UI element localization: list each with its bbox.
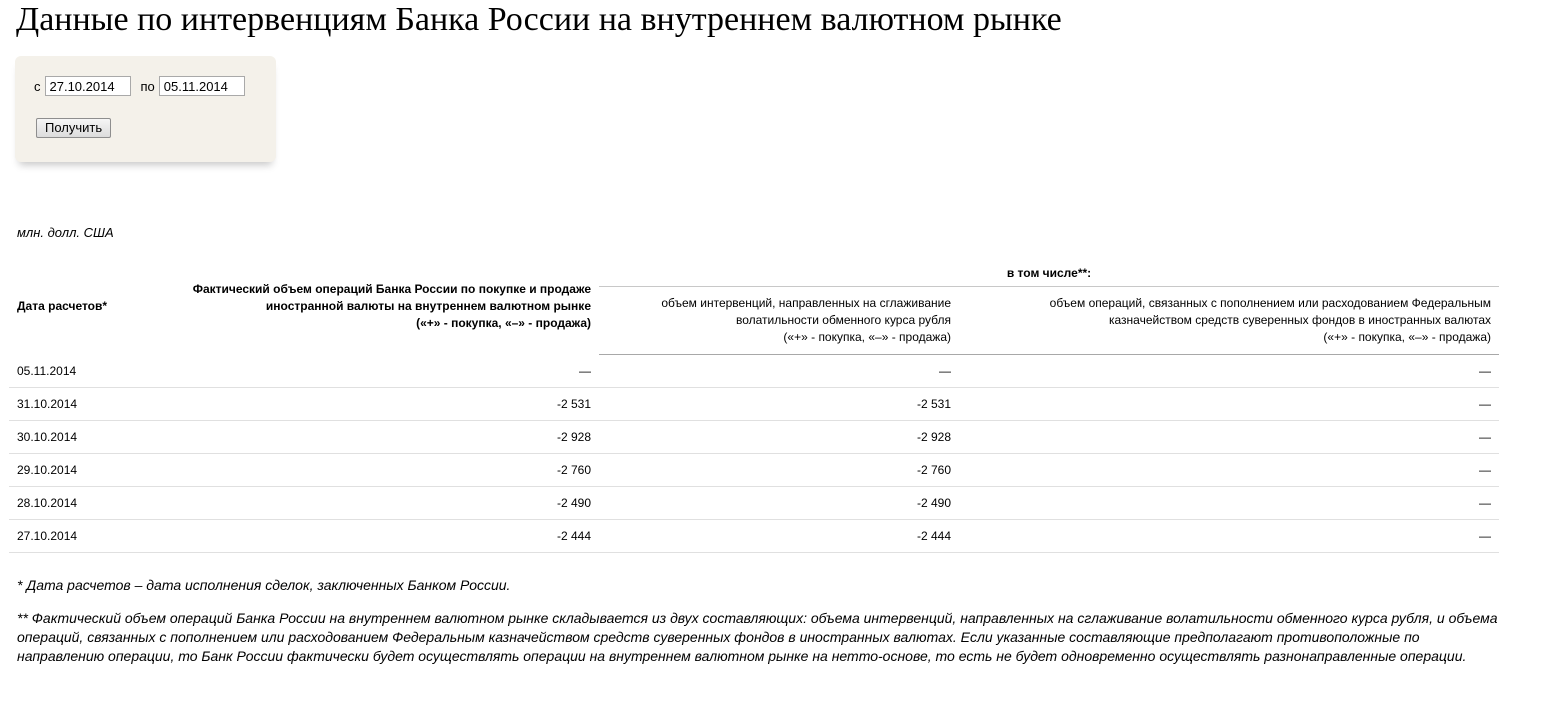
- header-group-including: в том числе**:: [599, 258, 1499, 287]
- date-range-row: [34, 76, 245, 96]
- cell-smoothing: -2 531: [599, 388, 959, 421]
- to-date-input[interactable]: [159, 76, 245, 96]
- table-row: [9, 388, 1499, 421]
- cell-total: -2 928: [155, 421, 599, 454]
- cell-total: -2 490: [155, 487, 599, 520]
- from-date-label: с: [34, 78, 41, 94]
- cell-funds: —: [959, 388, 1499, 421]
- header-total: [155, 258, 599, 355]
- cell-funds: —: [959, 520, 1499, 553]
- cell-total: -2 531: [155, 388, 599, 421]
- cell-smoothing: —: [599, 355, 959, 388]
- cell-funds: —: [959, 355, 1499, 388]
- table-row: [9, 355, 1499, 388]
- header-funds-line3: («+» - покупка, «–» - продажа): [1323, 330, 1491, 344]
- units-label: млн. долл. США: [17, 225, 114, 240]
- cell-funds: —: [959, 421, 1499, 454]
- header-total-line3: («+» - покупка, «–» - продажа): [416, 315, 591, 330]
- cell-date: 30.10.2014: [9, 421, 155, 454]
- cell-date: 05.11.2014: [9, 355, 155, 388]
- cell-smoothing: -2 928: [599, 421, 959, 454]
- cell-date: 29.10.2014: [9, 454, 155, 487]
- table-row: [9, 421, 1499, 454]
- header-smoothing-line1: объем интервенций, направленных на сглаживание: [661, 296, 951, 310]
- header-date: Дата расчетов*: [17, 299, 108, 314]
- header-smoothing-line2: волатильности обменного курса рубля: [735, 313, 951, 327]
- from-date-input[interactable]: [45, 76, 131, 96]
- table-row: [9, 520, 1499, 553]
- cell-smoothing: -2 444: [599, 520, 959, 553]
- header-smoothing-line3: («+» - покупка, «–» - продажа): [783, 330, 951, 344]
- cell-smoothing: -2 760: [599, 454, 959, 487]
- cell-date: 27.10.2014: [9, 520, 155, 553]
- interventions-table: [9, 258, 1499, 553]
- cell-smoothing: -2 490: [599, 487, 959, 520]
- header-funds-line2: казначейством средств суверенных фондов в иностранных валютах: [1109, 313, 1491, 327]
- cell-funds: —: [959, 454, 1499, 487]
- date-filter-panel: [15, 56, 276, 162]
- get-data-button[interactable]: Получить: [36, 118, 111, 138]
- table-row: [9, 454, 1499, 487]
- cell-total: -2 444: [155, 520, 599, 553]
- header-funds: [959, 287, 1499, 355]
- header-total-line2: иностранной валюты на внутреннем валютном рынке: [265, 298, 591, 313]
- footnote-settlement-date: * Дата расчетов – дата исполнения сделок, заключенных Банком России.: [17, 577, 511, 593]
- header-total-line1: Фактический объем операций Банка России по покупке и продаже: [192, 281, 591, 296]
- cell-date: 31.10.2014: [9, 388, 155, 421]
- table-row: [9, 487, 1499, 520]
- to-date-label: по: [140, 78, 155, 94]
- cell-funds: —: [959, 487, 1499, 520]
- header-smoothing: [599, 287, 959, 355]
- page-title: Данные по интервенциям Банка России на внутреннем валютном рынке: [16, 1, 1062, 38]
- header-row-group: [9, 258, 1499, 287]
- footnote-total-volume: ** Фактический объем операций Банка России на внутреннем валютном рынке складывается из двух составляющих: объема интервенций, направленных на сглаживание волатильности обменного курса рубля, и объема операций, связанных с пополнением или расходованием Федеральным казначейством средств суверенных фондов в иностранных валютах. Если указанные составляющие предполагают противоположные по направлению операции, то Банк России фактически будет осуществлять операции на внутреннем валютном рынке на нетто-основе, то есть не будет одновременно осуществлять разнонаправленные операции.: [17, 610, 1498, 664]
- cell-date: 28.10.2014: [9, 487, 155, 520]
- header-funds-line1: объем операций, связанных с пополнением или расходованием Федеральным: [1049, 296, 1491, 310]
- cell-total: —: [155, 355, 599, 388]
- cell-total: -2 760: [155, 454, 599, 487]
